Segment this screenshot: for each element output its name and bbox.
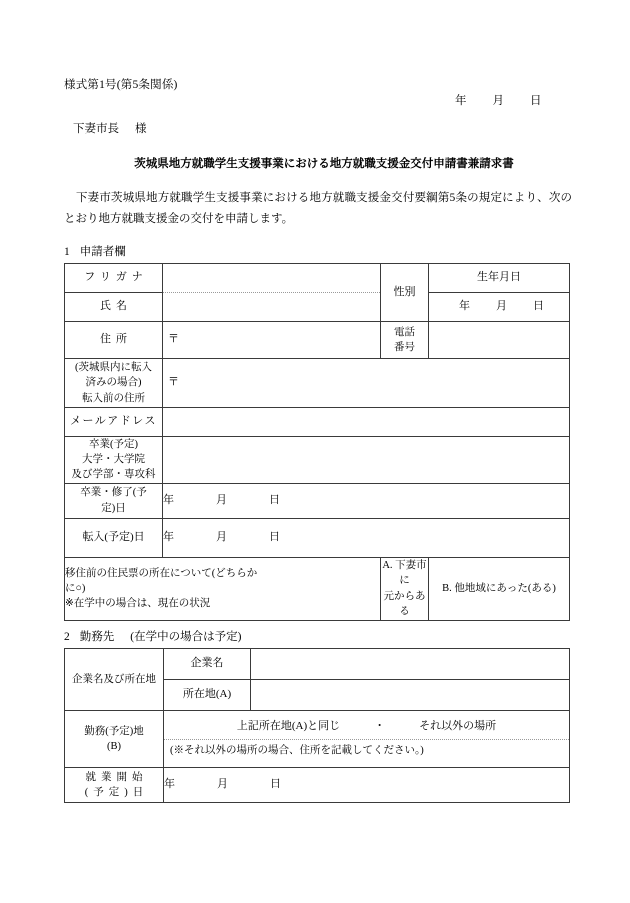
table-row (65, 437, 570, 484)
furigana-value[interactable] (163, 264, 381, 293)
addressee-honorific: 様 (135, 123, 147, 135)
previous-address-label (65, 359, 163, 408)
start-date-label-line2: (予定)日 (84, 787, 149, 798)
email-label: メールアドレス (65, 408, 163, 437)
school-label-line1: 卒業(予定) (89, 439, 138, 450)
graduation-year-label: 年 (163, 493, 174, 506)
work-place-same-option[interactable]: 上記所在地(A)と同じ (236, 720, 341, 733)
date-month-label: 月 (492, 95, 504, 107)
birth-day-label: 日 (533, 300, 544, 313)
company-location-label: 所在地(A) (164, 680, 251, 711)
graduation-date-label-line1: 卒業・修了(予 (80, 487, 147, 499)
table-row (65, 293, 570, 322)
work-place-choices[interactable] (164, 716, 569, 739)
postal-code-icon: 〒 (168, 333, 179, 346)
document-title: 茨城県地方就職学生支援事業における地方就職支援金交付申請書兼請求書 (134, 158, 514, 170)
table-row (65, 408, 570, 437)
residency-option-a-line2: 元からある (383, 590, 426, 617)
section-1-number: 1 (64, 246, 70, 258)
section-2-label: 勤務先 (79, 631, 115, 643)
move-in-date-value[interactable] (163, 518, 570, 557)
applicant-table (64, 263, 570, 621)
residency-question-line1: 移住前の住民票の所在について(どちらか (65, 567, 258, 579)
school-label (65, 437, 163, 484)
start-date-value[interactable] (164, 768, 570, 803)
phone-label (381, 322, 429, 359)
work-place-separator: ・ (374, 720, 386, 733)
residency-option-a-line1: A. 下妻市に (382, 560, 427, 587)
company-location-value[interactable] (251, 680, 570, 711)
residency-question (65, 557, 381, 620)
residency-question-line2: に○) (65, 583, 86, 595)
address-value[interactable] (163, 322, 381, 359)
birthdate-label: 生年月日 (429, 264, 570, 293)
date-day-label: 日 (530, 95, 542, 107)
table-row (65, 264, 570, 293)
birthdate-value[interactable] (429, 293, 570, 322)
school-value[interactable] (163, 437, 570, 484)
email-value[interactable] (163, 408, 570, 437)
move-in-year-label: 年 (163, 530, 174, 543)
phone-value[interactable] (429, 322, 570, 359)
work-place-label-line2: (B) (107, 741, 121, 752)
residency-question-line3: ※在学中の場合は、現在の状況 (65, 598, 211, 610)
addressee (73, 120, 147, 136)
table-row (65, 518, 570, 557)
work-place-value (164, 711, 570, 768)
work-place-other-option[interactable]: それ以外の場所 (419, 720, 497, 733)
graduation-date-value[interactable] (163, 483, 570, 518)
company-label: 企業名及び所在地 (65, 649, 164, 711)
address-label: 住所 (65, 322, 163, 359)
table-row (65, 649, 570, 680)
work-place-label (65, 711, 164, 768)
move-in-date-label: 転入(予定)日 (65, 518, 163, 557)
birth-year-label: 年 (459, 300, 470, 313)
previous-address-label-line3: 転入前の住所 (82, 392, 145, 404)
residency-option-a[interactable] (381, 557, 429, 620)
gender-label: 性別 (381, 264, 429, 322)
company-name-label: 企業名 (164, 649, 251, 680)
start-month-label: 月 (217, 778, 228, 791)
school-label-line2: 大学・大学院 (82, 454, 145, 466)
graduation-date-label (65, 483, 163, 518)
start-day-label: 日 (270, 778, 281, 791)
birth-month-label: 月 (496, 300, 507, 313)
section-2-heading (64, 628, 241, 644)
graduation-date-label-line2: 定)日 (101, 502, 126, 514)
section-2-number: 2 (64, 631, 70, 643)
move-in-day-label: 日 (269, 530, 280, 543)
start-date-label-line1: 就業開始 (85, 771, 148, 783)
graduation-day-label: 日 (269, 493, 280, 506)
intro-paragraph: 下妻市茨城県地方就職学生支援事業における地方就職支援金交付要綱第5条の規定により、次のとおり地方就職支援金の交付を申請します。 (64, 192, 572, 226)
phone-label-line1: 電話 (394, 326, 415, 338)
form-code: 様式第1号(第5条関係) (64, 79, 178, 91)
table-row (65, 359, 570, 408)
start-year-label: 年 (164, 778, 175, 791)
name-label: 氏名 (65, 293, 163, 322)
date-year-label: 年 (455, 95, 467, 107)
workplace-table (64, 648, 570, 803)
section-1-heading (64, 243, 126, 259)
graduation-month-label: 月 (216, 493, 227, 506)
table-row (65, 557, 570, 620)
document-date-line (455, 92, 542, 108)
residency-option-b[interactable]: B. 他地域にあった(ある) (429, 557, 570, 620)
previous-address-label-line1: (茨城県内に転入 (75, 362, 152, 374)
work-place-note: (※それ以外の場所の場合、住所を記載してください。) (164, 739, 569, 761)
previous-address-value[interactable] (163, 359, 570, 408)
start-date-label (65, 768, 164, 803)
section-2-note: (在学中の場合は予定) (130, 631, 242, 643)
table-row (65, 768, 570, 803)
table-row (65, 483, 570, 518)
section-1-label: 申請者欄 (79, 246, 126, 258)
work-place-label-line1: 勤務(予定)地 (84, 725, 144, 737)
postal-code-icon-2: 〒 (168, 376, 179, 389)
phone-label-line2: 番号 (394, 342, 415, 353)
table-row (65, 322, 570, 359)
company-name-value[interactable] (251, 649, 570, 680)
school-label-line3: 及び学部・専攻科 (71, 469, 156, 481)
table-row (65, 711, 570, 768)
name-value[interactable] (163, 293, 381, 322)
move-in-month-label: 月 (216, 530, 227, 543)
furigana-label: フリガナ (65, 264, 163, 293)
previous-address-label-line2: 済みの場合) (85, 377, 142, 389)
addressee-name: 下妻市長 (73, 123, 119, 135)
